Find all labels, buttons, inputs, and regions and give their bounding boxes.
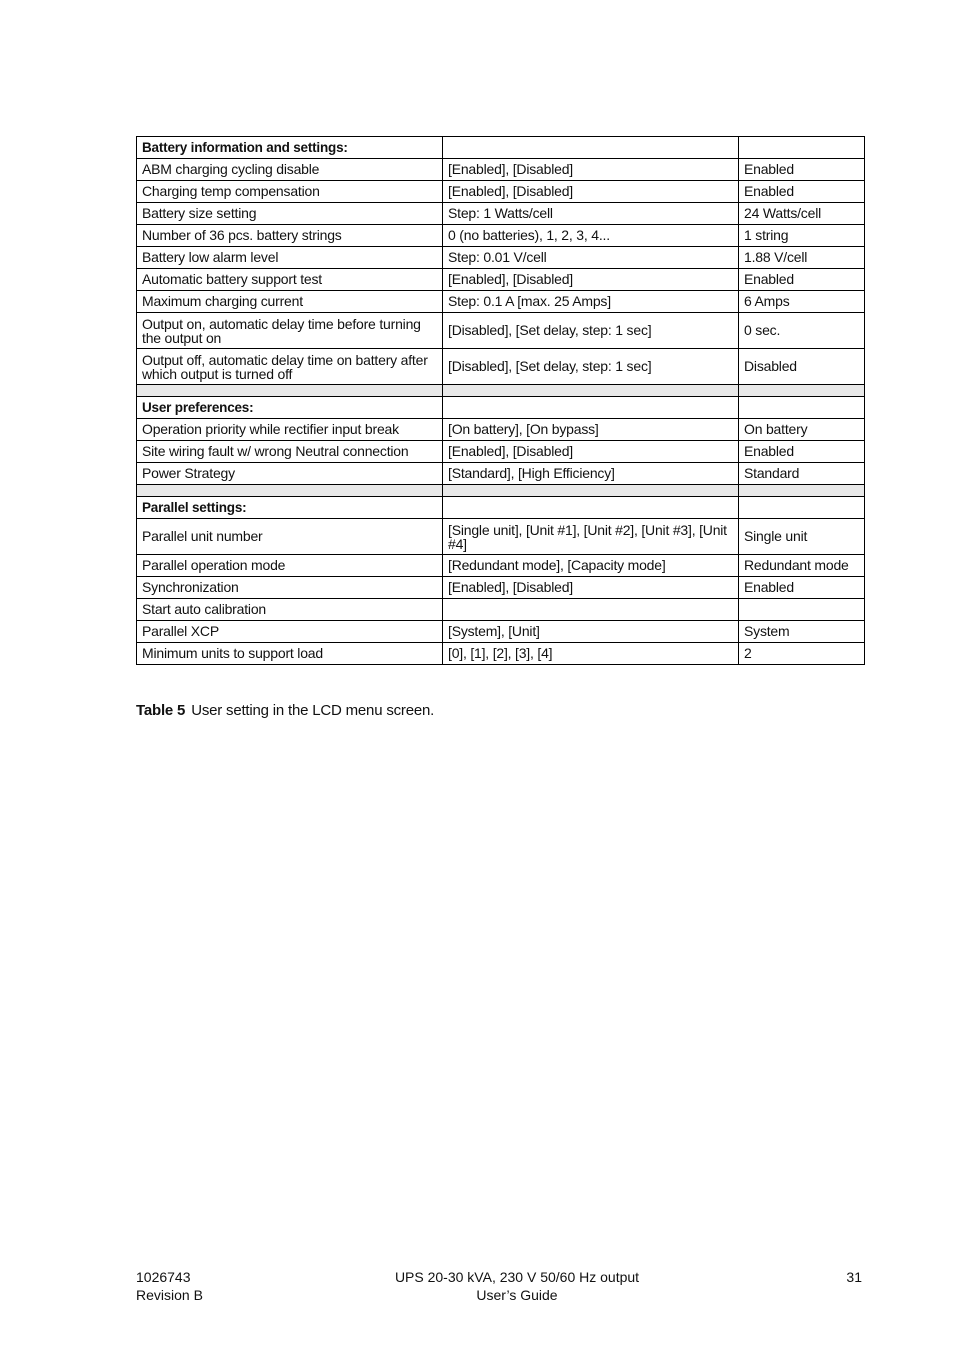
table-row xyxy=(137,555,865,577)
setting-name-cell: Start auto calibration xyxy=(137,599,443,621)
setting-default-cell xyxy=(739,137,865,159)
setting-name-cell: Parallel settings: xyxy=(137,497,443,519)
table-section-header-row xyxy=(137,497,865,519)
setting-options-cell: [System], [Unit] xyxy=(443,621,739,643)
table-row xyxy=(137,643,865,665)
setting-options-cell: 0 (no batteries), 1, 2, 3, 4... xyxy=(443,225,739,247)
setting-default-cell: Enabled xyxy=(739,159,865,181)
setting-name-cell: Synchronization xyxy=(137,577,443,599)
guide-title-line1: UPS 20-30 kVA, 230 V 50/60 Hz output xyxy=(394,1269,640,1285)
setting-name-cell: Operation priority while rectifier input break xyxy=(137,419,443,441)
setting-options-cell xyxy=(443,497,739,519)
table-row xyxy=(137,441,865,463)
setting-default-cell: 6 Amps xyxy=(739,291,865,313)
table-row xyxy=(137,621,865,643)
footer-center xyxy=(40,1268,954,1304)
table-row xyxy=(137,203,865,225)
setting-options-cell xyxy=(443,385,739,397)
page-number: 31 xyxy=(846,1269,862,1285)
setting-name-cell: Automatic battery support test xyxy=(137,269,443,291)
setting-default-cell: Enabled xyxy=(739,577,865,599)
setting-name-cell: Battery size setting xyxy=(137,203,443,225)
table-row xyxy=(137,159,865,181)
table-row xyxy=(137,599,865,621)
settings-table xyxy=(136,136,865,665)
doc-number: 1026743 xyxy=(136,1269,191,1285)
setting-default-cell xyxy=(739,497,865,519)
setting-default-cell: Single unit xyxy=(739,519,865,555)
setting-options-cell: [Standard], [High Efficiency] xyxy=(443,463,739,485)
setting-default-cell: 2 xyxy=(739,643,865,665)
setting-options-cell: [Enabled], [Disabled] xyxy=(443,269,739,291)
setting-default-cell: Enabled xyxy=(739,269,865,291)
setting-options-cell: [Disabled], [Set delay, step: 1 sec] xyxy=(443,313,739,349)
setting-name-cell: Maximum charging current xyxy=(137,291,443,313)
setting-default-cell xyxy=(739,485,865,497)
setting-options-cell: [0], [1], [2], [3], [4] xyxy=(443,643,739,665)
setting-default-cell: On battery xyxy=(739,419,865,441)
table-separator-row xyxy=(137,385,865,397)
setting-name-cell: Output off, automatic delay time on battery after which output is turned off xyxy=(137,349,443,385)
setting-name-cell: Site wiring fault w/ wrong Neutral connection xyxy=(137,441,443,463)
setting-options-cell: Step: 0.01 V/cell xyxy=(443,247,739,269)
setting-name-cell: ABM charging cycling disable xyxy=(137,159,443,181)
setting-options-cell: [Enabled], [Disabled] xyxy=(443,441,739,463)
setting-options-cell: [Disabled], [Set delay, step: 1 sec] xyxy=(443,349,739,385)
setting-name-cell: Battery information and settings: xyxy=(137,137,443,159)
setting-name-cell: Power Strategy xyxy=(137,463,443,485)
setting-default-cell: 1 string xyxy=(739,225,865,247)
setting-options-cell xyxy=(443,485,739,497)
setting-options-cell xyxy=(443,137,739,159)
table-row xyxy=(137,225,865,247)
setting-default-cell: Standard xyxy=(739,463,865,485)
table-row xyxy=(137,181,865,203)
setting-name-cell: User preferences: xyxy=(137,397,443,419)
setting-name-cell: Parallel operation mode xyxy=(137,555,443,577)
table-row xyxy=(137,463,865,485)
setting-name-cell: Parallel XCP xyxy=(137,621,443,643)
setting-options-cell: [On battery], [On bypass] xyxy=(443,419,739,441)
table-row xyxy=(137,291,865,313)
guide-title-line2: User’s Guide xyxy=(476,1287,558,1303)
setting-name-cell: Output on, automatic delay time before turning the output on xyxy=(137,313,443,349)
setting-name-cell: Parallel unit number xyxy=(137,519,443,555)
setting-default-cell: Disabled xyxy=(739,349,865,385)
caption-label: Table 5 xyxy=(136,702,186,719)
setting-default-cell: Enabled xyxy=(739,441,865,463)
setting-default-cell: Redundant mode xyxy=(739,555,865,577)
revision: Revision B xyxy=(136,1287,203,1303)
settings-table-body xyxy=(137,137,865,665)
table-row xyxy=(137,577,865,599)
table-row xyxy=(137,247,865,269)
caption-text: User setting in the LCD menu screen. xyxy=(191,702,435,719)
table-row xyxy=(137,269,865,291)
setting-options-cell: Step: 1 Watts/cell xyxy=(443,203,739,225)
table-row xyxy=(137,519,865,555)
setting-default-cell xyxy=(739,599,865,621)
setting-name-cell: Number of 36 pcs. battery strings xyxy=(137,225,443,247)
setting-options-cell: Step: 0.1 A [max. 25 Amps] xyxy=(443,291,739,313)
setting-options-cell: [Single unit], [Unit #1], [Unit #2], [Unit #3], [Unit #4] xyxy=(443,519,739,555)
table-section-header-row xyxy=(137,137,865,159)
setting-default-cell: 24 Watts/cell xyxy=(739,203,865,225)
setting-options-cell: [Redundant mode], [Capacity mode] xyxy=(443,555,739,577)
setting-name-cell xyxy=(137,385,443,397)
setting-default-cell: System xyxy=(739,621,865,643)
setting-default-cell xyxy=(739,385,865,397)
setting-default-cell: 1.88 V/cell xyxy=(739,247,865,269)
table-caption xyxy=(136,702,434,719)
setting-default-cell: Enabled xyxy=(739,181,865,203)
setting-default-cell xyxy=(739,397,865,419)
setting-options-cell: [Enabled], [Disabled] xyxy=(443,577,739,599)
setting-options-cell xyxy=(443,599,739,621)
setting-name-cell: Minimum units to support load xyxy=(137,643,443,665)
table-section-header-row xyxy=(137,397,865,419)
setting-options-cell xyxy=(443,397,739,419)
setting-options-cell: [Enabled], [Disabled] xyxy=(443,181,739,203)
setting-default-cell: 0 sec. xyxy=(739,313,865,349)
table-separator-row xyxy=(137,485,865,497)
table-row xyxy=(137,419,865,441)
setting-options-cell: [Enabled], [Disabled] xyxy=(443,159,739,181)
table-row xyxy=(137,349,865,385)
setting-name-cell: Battery low alarm level xyxy=(137,247,443,269)
setting-name-cell xyxy=(137,485,443,497)
setting-name-cell: Charging temp compensation xyxy=(137,181,443,203)
table-row xyxy=(137,313,865,349)
